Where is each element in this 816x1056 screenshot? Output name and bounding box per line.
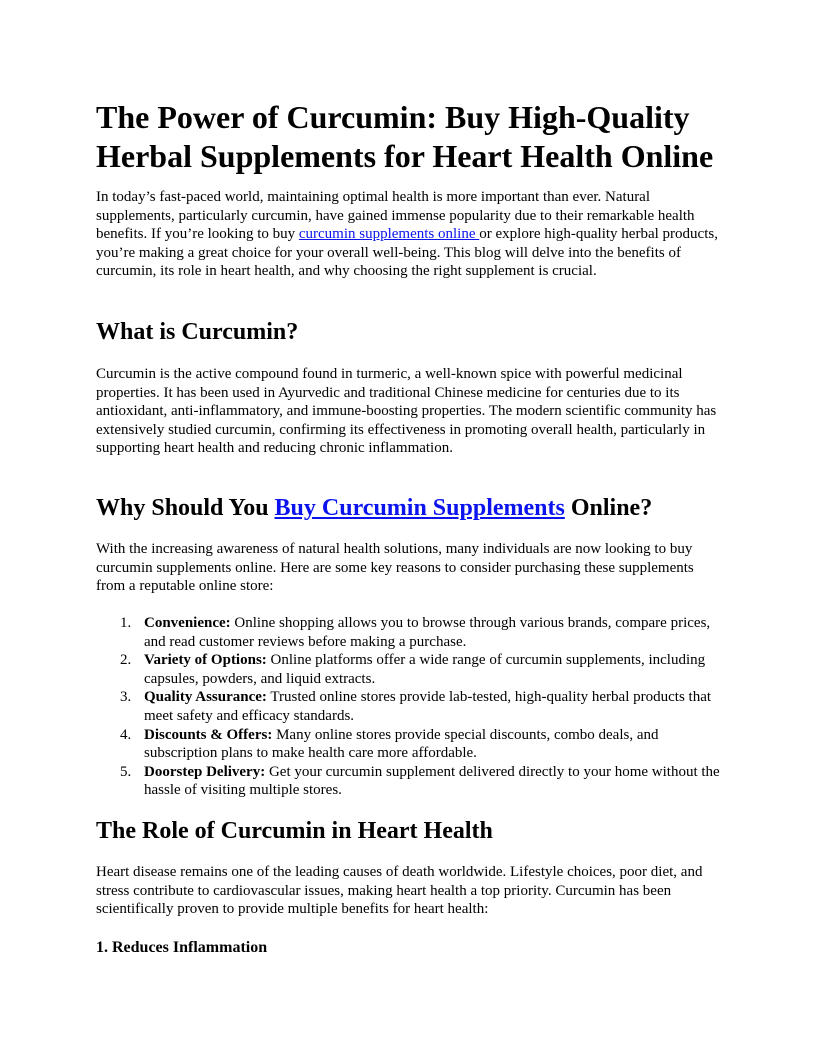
list-item-number: 4. <box>120 726 132 743</box>
section-what-is-curcumin <box>96 318 726 346</box>
subsection-reduces-inflammation <box>96 938 726 957</box>
list-item-label: Doorstep Delivery: <box>144 763 266 780</box>
heading-text-before: Why Should You <box>96 495 275 521</box>
section3-paragraph: Heart disease remains one of the leading causes of death worldwide. Lifestyle choices, poor diet, and stress contribute to cardiovascular issues, making heart health a top priority. Curcumin has been scientifically proven to provide multiple benefits for heart health: <box>96 864 703 918</box>
list-item-label: Quality Assurance: <box>144 689 267 706</box>
buy-curcumin-supplements-link[interactable]: Buy Curcumin Supplements <box>274 495 565 521</box>
list-item-number: 3. <box>120 689 132 706</box>
list-item-number: 1. <box>120 615 132 631</box>
section-heart-health <box>96 817 726 845</box>
subheading-reduces-inflammation: 1. Reduces Inflammation <box>96 939 268 956</box>
reasons-list <box>96 614 726 800</box>
list-item <box>96 688 726 725</box>
list-item <box>96 763 726 800</box>
intro-text-before: In today’s fast-paced world, maintaining optimal health is more important than ever. Natural supplements, particularly curcumin, have gained immense popularity due to their remarkable health benefits. If you’re looking to buy <box>96 189 695 243</box>
reasons-list-block <box>96 614 726 800</box>
list-item-label: Convenience: <box>144 615 231 631</box>
heading-text-after: Online? <box>564 495 653 521</box>
page-title: The Power of Curcumin: Buy High-Quality Herbal Supplements for Heart Health Online <box>96 99 714 174</box>
list-item-text: Trusted online stores provide lab-tested, high-quality herbal products that meet safety and efficacy standards. <box>144 689 712 724</box>
section-heading-why-buy-online <box>96 494 726 522</box>
list-item-number: 2. <box>120 652 132 669</box>
title-block <box>96 98 736 176</box>
section1-body-block <box>96 365 726 458</box>
section3-body-block <box>96 863 726 919</box>
section2-paragraph: With the increasing awareness of natural health solutions, many individuals are now looking to buy curcumin supplements online. Here are some key reasons to consider purchasing these supplements from a reputable online store: <box>96 541 694 595</box>
list-item <box>96 614 726 651</box>
section1-paragraph: Curcumin is the active compound found in turmeric, a well-known spice with powerful medicinal properties. It has been used in Ayurvedic and traditional Chinese medicine for centuries due to its antioxidant, anti-inflammatory, and immune-boosting properties. The modern scientific community has extensively studied curcumin, confirming its effectiveness in promoting overall health, particularly in supporting heart health and reducing chronic inflammation. <box>96 366 717 457</box>
section-why-buy-online <box>96 494 726 522</box>
list-item-text: Many online stores provide special discounts, combo deals, and subscription plans to make health care more affordable. <box>144 726 659 762</box>
list-item-label: Variety of Options: <box>144 652 267 669</box>
intro-paragraph <box>96 188 726 281</box>
list-item-text: Online platforms offer a wide range of curcumin supplements, including capsules, powders, and liquid extracts. <box>144 652 706 687</box>
section-heading-what-is-curcumin: What is Curcumin? <box>96 319 299 345</box>
list-item-number: 5. <box>120 763 132 780</box>
section2-body-block <box>96 540 726 596</box>
intro-paragraph-block <box>96 188 726 281</box>
list-item <box>96 651 726 688</box>
list-item <box>96 726 726 763</box>
list-item-text: Get your curcumin supplement delivered directly to your home without the hassle of visiting multiple stores. <box>144 763 720 799</box>
list-item-text: Online shopping allows you to browse through various brands, compare prices, and read customer reviews before making a purchase. <box>144 615 711 650</box>
section-heading-heart-health: The Role of Curcumin in Heart Health <box>96 818 493 844</box>
curcumin-supplements-online-link[interactable]: curcumin supplements online <box>298 226 480 243</box>
list-item-label: Discounts & Offers: <box>144 726 273 743</box>
intro-text-after: or explore high-quality herbal products, you’re making a great choice for your overall well-being. This blog will delve into the benefits of curcumin, its role in heart health, and why choosing the right supplement is crucial. <box>96 226 718 280</box>
